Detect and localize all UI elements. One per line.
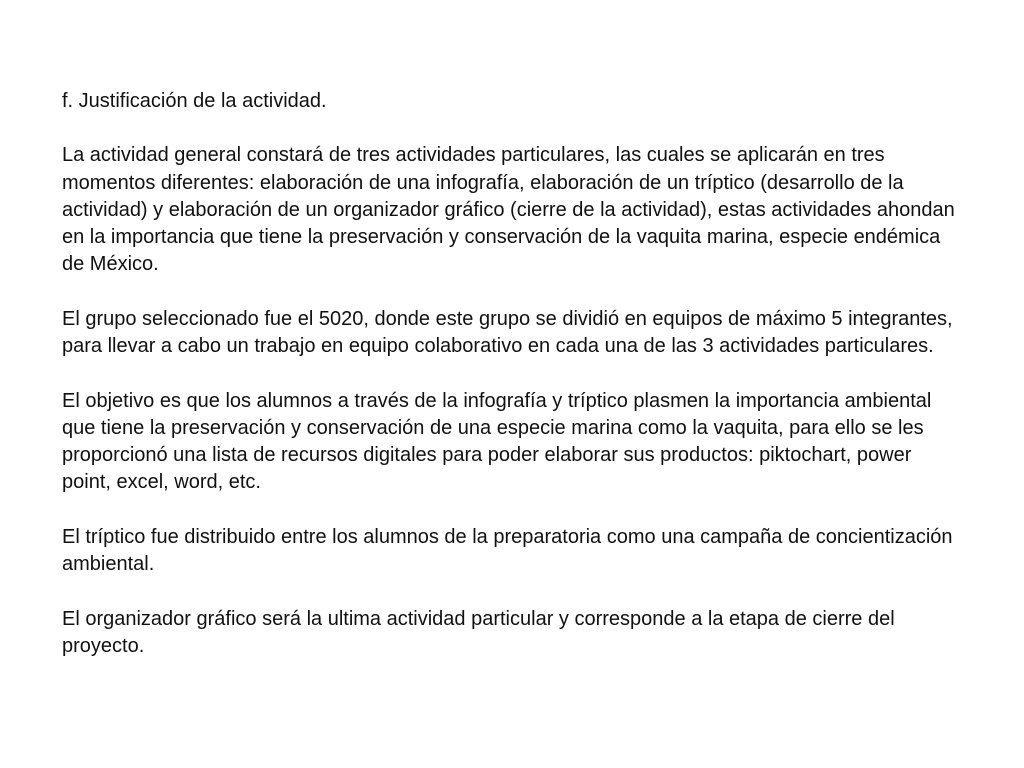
slide-text-body [62, 88, 962, 660]
paragraph-group-selection: El grupo seleccionado fue el 5020, donde este grupo se dividió en equipos de máximo 5 integrantes, para llevar a cabo un trabajo en equipo colaborativo en cada una de las 3 actividades particulares. [62, 307, 953, 357]
paragraph-organizer: El organizador gráfico será la ultima actividad particular y corresponde a la etapa de cierre del proyecto. [62, 607, 895, 657]
paragraph-triptych: El tríptico fue distribuido entre los alumnos de la preparatoria como una campaña de concientización ambiental. [62, 525, 953, 575]
paragraph-activity-overview: La actividad general constará de tres actividades particulares, las cuales se aplicarán en tres momentos diferentes: elaboración de una infografía, elaboración de un tríptico (desarrollo de la actividad) y elaboración de un organizador gráfico (cierre de la actividad), estas actividades ahondan en la importancia que tiene la preservación y conservación de la vaquita marina, especie endémica de México. [62, 144, 955, 276]
paragraph-objective: El objetivo es que los alumnos a través de la infografía y tríptico plasmen la importancia ambiental que tiene la preservación y conservación de una especie marina como la vaquita, para ello se les proporcionó una lista de recursos digitales para poder elaborar sus productos: piktochart, power point, excel, word, etc. [62, 389, 932, 494]
section-heading: f. Justificación de la actividad. [62, 90, 327, 112]
